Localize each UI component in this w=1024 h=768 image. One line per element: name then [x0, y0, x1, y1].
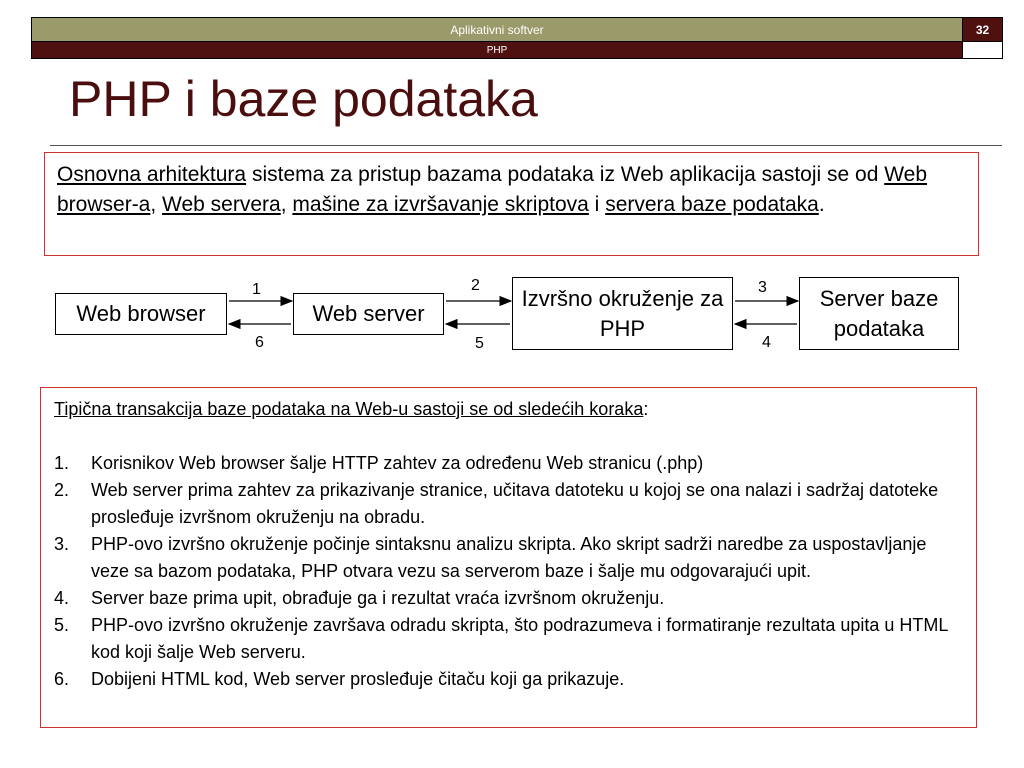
- step-text: Dobijeni HTML kod, Web server prosleđuje čitaču koji ga prikazuje.: [91, 669, 625, 689]
- intro-comma-2: ,: [280, 193, 293, 216]
- intro-period: .: [818, 193, 825, 216]
- step-text: PHP-ovo izvršno okruženje završava odradu skripta, što podrazumeva i formatiranje rezultata upita u HTML kod koji šalje Web serveru.: [91, 615, 948, 662]
- step-item: [54, 450, 963, 477]
- transaction-steps-box: [40, 387, 977, 728]
- step-number: 6.: [54, 669, 70, 689]
- box-database-server: Server baze podataka: [799, 277, 959, 350]
- steps-intro: [54, 396, 963, 423]
- step-text: Server baze prima upit, obrađuje ga i rezultat vraća izvršnom okruženju.: [91, 588, 665, 608]
- term-web-server: Web servera: [162, 193, 281, 216]
- term-database-server: servera baze podataka: [605, 193, 819, 216]
- step-item: [54, 612, 963, 666]
- step-text: PHP-ovo izvršno okruženje počinje sintaksnu analizu skripta. Ako skript sadrži naredbe za uspostavljanje veze sa bazom podataka, PHP otvara vezu sa serverom baze i šalje mu odgovarajući upit.: [91, 534, 927, 581]
- slide-title: PHP i baze podataka: [69, 71, 538, 127]
- box-php-runtime: Izvršno okruženje za PHP: [512, 277, 733, 350]
- step-number: 1.: [54, 453, 70, 473]
- step-text: Korisnikov Web browser šalje HTTP zahtev za određenu Web stranicu (.php): [91, 453, 704, 473]
- label-6: 6: [255, 334, 264, 351]
- step-number: 3.: [54, 534, 70, 554]
- steps-intro-colon: :: [643, 399, 649, 419]
- step-item: [54, 531, 963, 585]
- term-architecture: Osnovna arhitektura: [57, 163, 247, 186]
- intro-comma-1: ,: [150, 193, 163, 216]
- label-2: 2: [471, 277, 480, 294]
- intro-text: sistema za pristup bazama podataka iz Web aplikacija sastoji se od: [246, 163, 885, 186]
- label-5: 5: [475, 335, 484, 352]
- box-web-server: Web server: [293, 293, 444, 335]
- intro-and: i: [588, 193, 606, 216]
- step-text: Web server prima zahtev za prikazivanje stranice, učitava datoteku u kojoj se ona nalazi i sadržaj datoteke prosleđuje izvršnom okruženju na obradu.: [91, 480, 939, 527]
- steps-intro-text: Tipična transakcija baze podataka na Web-u sastoji se od sledećih koraka: [54, 399, 644, 419]
- term-script-engine: mašine za izvršavanje skriptova: [292, 193, 589, 216]
- section-title: PHP: [32, 42, 963, 58]
- label-3: 3: [758, 279, 767, 296]
- course-title: Aplikativni softver: [32, 18, 963, 41]
- term-web-browser: Web browser-a: [57, 163, 928, 216]
- page-number: 32: [963, 18, 1002, 41]
- step-number: 4.: [54, 588, 70, 608]
- step-number: 2.: [54, 480, 70, 500]
- step-item: [54, 666, 963, 693]
- step-item: [54, 585, 963, 612]
- box-web-browser: Web browser: [55, 293, 227, 335]
- step-item: [54, 477, 963, 531]
- steps-list: [54, 450, 963, 693]
- label-1: 1: [252, 281, 261, 298]
- step-number: 5.: [54, 615, 70, 635]
- label-4: 4: [762, 334, 771, 351]
